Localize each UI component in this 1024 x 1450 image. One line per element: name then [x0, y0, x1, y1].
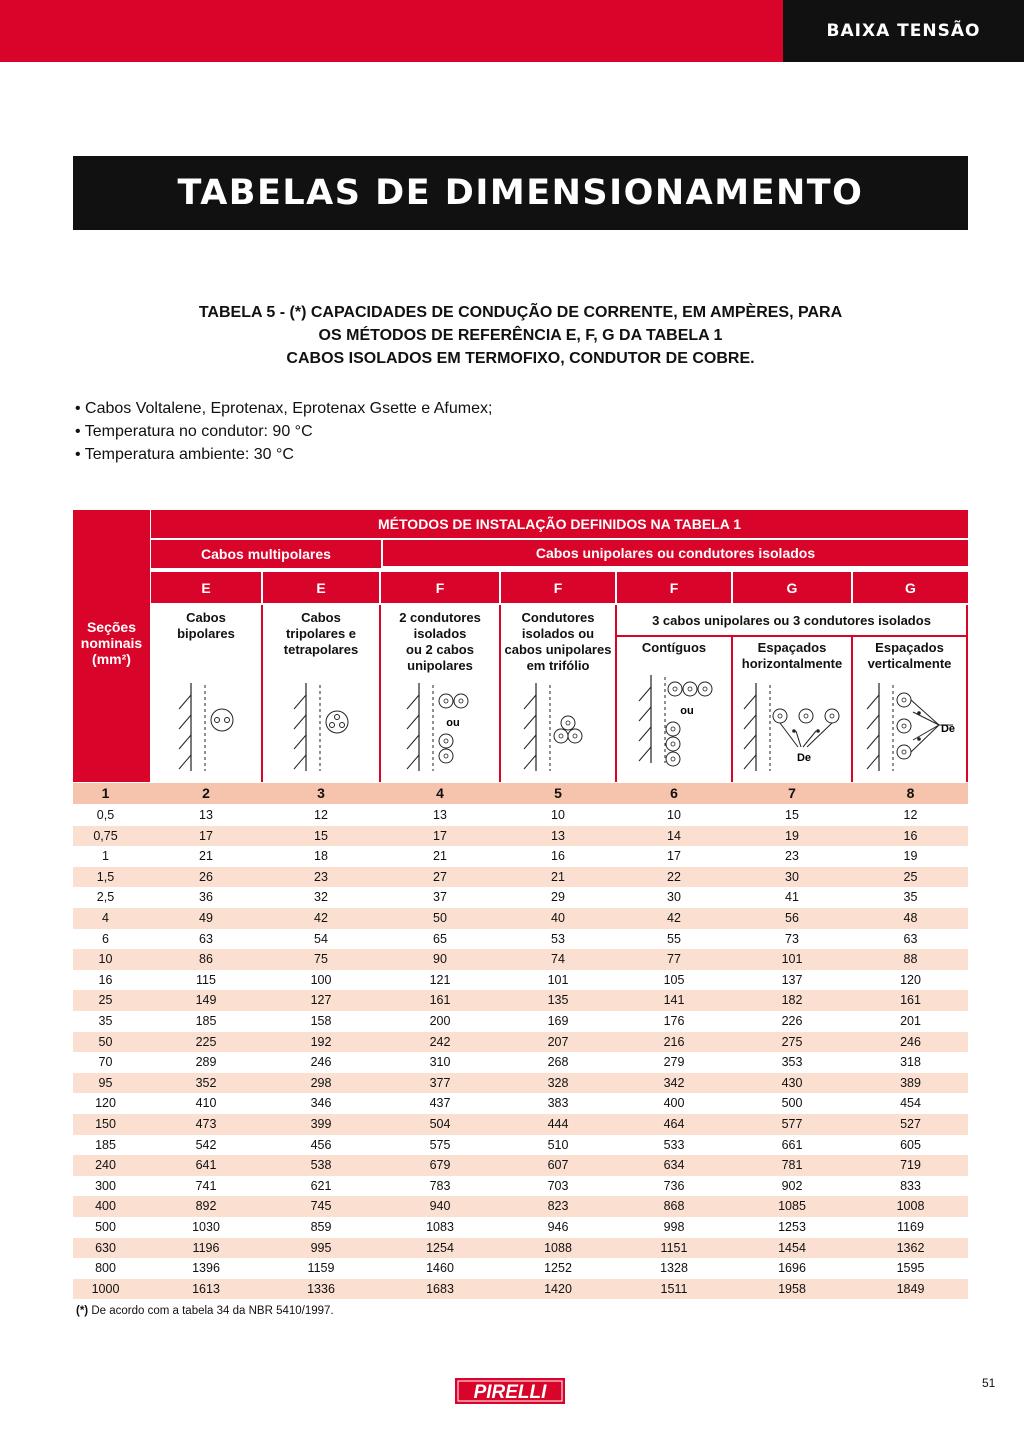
current-cell: 21 — [551, 869, 565, 884]
desc-line: bipolares — [177, 626, 235, 641]
current-cell: 661 — [781, 1137, 803, 1152]
table-row — [73, 1032, 968, 1053]
current-cell: 50 — [433, 911, 447, 925]
current-cell: 216 — [663, 1034, 685, 1049]
current-cell: 13 — [551, 828, 565, 843]
diagram-trefoil — [524, 683, 582, 771]
bullet-item: • Temperatura no condutor: 90 °C — [75, 423, 313, 440]
current-cell: 1252 — [544, 1261, 572, 1276]
section-label: (mm²) — [92, 651, 131, 667]
caption-line: OS MÉTODOS DE REFERÊNCIA E, F, G DA TABELA 1 — [318, 327, 723, 344]
current-cell: 149 — [195, 993, 217, 1008]
col-desc-5 — [501, 610, 615, 674]
desc-line: Cabos — [301, 610, 341, 625]
current-cell: 161 — [900, 993, 921, 1008]
current-cell: 527 — [900, 1117, 921, 1131]
method-letter: F — [381, 572, 499, 603]
current-cell: 946 — [547, 1220, 569, 1234]
section-cell: 800 — [95, 1261, 116, 1276]
diameter-label: De — [940, 723, 956, 735]
section-cell: 300 — [95, 1178, 116, 1193]
desc-line: Cabos — [186, 610, 226, 625]
desc-line: ou 2 cabos — [406, 642, 474, 657]
current-cell: 48 — [903, 911, 918, 925]
current-cell: 410 — [195, 1096, 217, 1111]
table-row — [73, 1217, 968, 1238]
current-cell: 1030 — [192, 1220, 220, 1234]
current-cell: 1420 — [544, 1281, 572, 1296]
section-cell: 35 — [98, 1014, 113, 1028]
current-cell: 745 — [310, 1199, 332, 1214]
current-cell: 1454 — [778, 1240, 806, 1255]
current-cell: 101 — [781, 952, 803, 967]
desc-line: 2 condutores — [399, 610, 481, 625]
current-cell: 940 — [429, 1199, 451, 1214]
current-cell: 200 — [429, 1014, 451, 1028]
current-cell: 42 — [667, 911, 681, 925]
diagram-bipolar — [179, 683, 233, 771]
column-number: 3 — [317, 785, 325, 801]
current-cell: 246 — [310, 1055, 332, 1070]
method-letter: G — [733, 572, 851, 603]
table-row — [73, 970, 968, 991]
current-cell: 998 — [663, 1220, 685, 1234]
current-cell: 21 — [433, 849, 447, 864]
table-row — [73, 887, 968, 908]
section-label: nominais — [80, 635, 143, 651]
current-cell: 389 — [900, 1075, 921, 1090]
current-cell: 246 — [900, 1034, 921, 1049]
col-desc-4 — [381, 610, 499, 674]
method-letter: G — [853, 572, 968, 603]
current-cell: 1151 — [660, 1240, 688, 1255]
current-cell: 23 — [785, 849, 799, 864]
current-cell: 575 — [429, 1137, 451, 1152]
section-cell: 630 — [95, 1240, 116, 1255]
current-cell: 995 — [310, 1240, 332, 1255]
footnote-mark: (*) — [76, 1305, 89, 1317]
current-cell: 182 — [781, 993, 803, 1008]
current-cell: 18 — [314, 849, 328, 864]
current-cell: 1169 — [897, 1220, 924, 1234]
three-cables-desc: 3 cabos unipolares ou 3 condutores isolados — [652, 613, 931, 628]
column-number: 1 — [101, 785, 110, 801]
current-cell: 225 — [195, 1034, 217, 1049]
current-cell: 473 — [195, 1117, 217, 1131]
current-cell: 444 — [547, 1117, 569, 1131]
current-cell: 54 — [314, 931, 328, 946]
current-cell: 12 — [903, 808, 918, 822]
caption-line: TABELA 5 - (*) CAPACIDADES DE CONDUÇÃO DE CORRENTE, EM AMPÈRES, PARA — [198, 304, 843, 321]
desc-line: isolados — [413, 626, 467, 641]
current-cell: 90 — [433, 952, 447, 967]
page-number: 51 — [982, 1376, 996, 1390]
diagram-contiguous — [639, 675, 712, 766]
logo-text: PIRELLI — [473, 1382, 547, 1403]
current-cell: 17 — [199, 828, 213, 843]
table-row — [73, 1052, 968, 1073]
table-row — [73, 1155, 968, 1176]
current-cell: 1253 — [778, 1220, 806, 1234]
current-cell: 29 — [551, 890, 565, 905]
current-cell: 55 — [667, 931, 681, 946]
current-cell: 1958 — [778, 1281, 806, 1296]
current-cell: 16 — [551, 849, 565, 864]
section-cell: 240 — [95, 1158, 116, 1173]
current-cell: 10 — [667, 808, 681, 822]
current-cell: 1159 — [307, 1261, 335, 1276]
current-cell: 14 — [667, 828, 681, 843]
current-cell: 1196 — [192, 1240, 220, 1255]
desc-line: Contíguos — [641, 640, 707, 655]
methods-title: MÉTODOS DE INSTALAÇÃO DEFINIDOS NA TABELA 1 — [151, 510, 968, 538]
current-cell: 577 — [781, 1117, 803, 1131]
current-cell: 13 — [199, 808, 213, 822]
or-label: ou — [446, 717, 460, 729]
section-column-header-bg — [73, 510, 150, 605]
table-row — [73, 1011, 968, 1032]
current-cell: 192 — [310, 1034, 332, 1049]
desc-line: Espaçados — [757, 640, 827, 655]
section-cell: 150 — [95, 1117, 116, 1131]
group-unipolar: Cabos unipolares ou condutores isolados — [383, 540, 968, 566]
table-row — [73, 1135, 968, 1156]
current-cell: 176 — [663, 1014, 685, 1028]
current-cell: 26 — [199, 869, 213, 884]
current-cell: 12 — [314, 808, 328, 822]
section-cell: 400 — [95, 1199, 116, 1214]
current-cell: 40 — [551, 911, 565, 925]
table-row — [73, 1114, 968, 1135]
current-cell: 289 — [195, 1055, 217, 1070]
current-cell: 542 — [195, 1137, 217, 1152]
current-cell: 65 — [433, 931, 447, 946]
current-cell: 137 — [781, 972, 803, 987]
table-caption — [73, 301, 968, 370]
section-cell: 10 — [98, 952, 113, 967]
desc-line: em trifólio — [526, 658, 590, 673]
current-cell: 533 — [663, 1137, 685, 1152]
current-cell: 454 — [900, 1096, 921, 1111]
current-cell: 310 — [429, 1055, 451, 1070]
section-cell: 95 — [98, 1075, 113, 1090]
current-cell: 169 — [547, 1014, 569, 1028]
col-desc-6 — [617, 640, 731, 656]
table-row — [73, 929, 968, 950]
current-cell: 25 — [903, 869, 918, 884]
section-cell: 4 — [102, 911, 109, 925]
current-cell: 36 — [199, 890, 213, 905]
section-cell: 2,5 — [96, 890, 115, 905]
column-number: 7 — [788, 785, 796, 801]
current-cell: 86 — [199, 952, 213, 967]
current-cell: 504 — [429, 1117, 451, 1131]
column-number: 5 — [554, 785, 562, 801]
current-cell: 158 — [310, 1014, 332, 1028]
section-cell: 120 — [95, 1096, 116, 1111]
current-cell: 1849 — [896, 1281, 925, 1296]
table-row — [73, 1279, 968, 1300]
current-cell: 41 — [785, 890, 799, 905]
current-cell: 242 — [429, 1034, 451, 1049]
current-cell: 736 — [663, 1178, 685, 1193]
current-cell: 21 — [199, 849, 213, 864]
subheader-divider — [617, 635, 966, 637]
current-cell: 456 — [310, 1137, 332, 1152]
current-cell: 1328 — [660, 1261, 688, 1276]
diagram-horizontal-spaced — [744, 683, 839, 771]
current-cell: 37 — [433, 890, 447, 905]
current-cell: 510 — [547, 1137, 569, 1152]
desc-line: horizontalmente — [741, 656, 843, 671]
current-cell: 464 — [663, 1117, 685, 1131]
table-row — [73, 1176, 968, 1197]
top-banner — [0, 0, 1024, 62]
group-multipolar: Cabos multipolares — [151, 540, 381, 568]
current-cell: 185 — [195, 1014, 217, 1028]
current-cell: 641 — [195, 1158, 217, 1173]
current-cell: 13 — [433, 808, 447, 822]
table-row — [73, 1238, 968, 1259]
column-number: 4 — [436, 785, 444, 801]
current-cell: 621 — [310, 1178, 332, 1193]
current-cell: 823 — [547, 1199, 569, 1214]
diagram-two-conductors — [407, 683, 468, 771]
current-cell: 42 — [314, 911, 328, 925]
current-cell: 35 — [903, 890, 918, 905]
current-cell: 538 — [310, 1158, 332, 1173]
current-cell: 328 — [547, 1075, 569, 1090]
table-row — [73, 1196, 968, 1217]
current-cell: 859 — [310, 1220, 332, 1234]
desc-line: tetrapolares — [283, 642, 359, 657]
current-cell: 32 — [314, 890, 328, 905]
current-cell: 352 — [195, 1075, 217, 1090]
current-cell: 10 — [551, 808, 565, 822]
current-cell: 27 — [433, 869, 447, 884]
section-cell: 0,75 — [93, 828, 118, 843]
current-cell: 49 — [199, 911, 213, 925]
section-column-header — [73, 605, 150, 782]
column-number-row — [73, 783, 968, 804]
current-cell: 30 — [667, 890, 681, 905]
column-number: 6 — [670, 785, 678, 801]
current-cell: 1254 — [426, 1240, 454, 1255]
current-cell: 275 — [781, 1034, 803, 1049]
current-cell: 1595 — [896, 1261, 925, 1276]
table-row — [73, 846, 968, 867]
col-desc-7 — [733, 640, 851, 672]
current-cell: 1083 — [426, 1220, 454, 1234]
current-cell: 868 — [663, 1199, 685, 1214]
current-cell: 833 — [900, 1178, 921, 1193]
current-cell: 141 — [663, 993, 685, 1008]
col-desc-2 — [151, 610, 261, 642]
current-cell: 1088 — [544, 1240, 572, 1255]
current-cell: 77 — [667, 952, 681, 967]
section-cell: 50 — [98, 1034, 113, 1049]
current-cell: 902 — [781, 1178, 803, 1193]
current-cell: 607 — [547, 1158, 569, 1173]
current-cell: 23 — [314, 869, 328, 884]
bullet-list — [75, 397, 492, 466]
current-cell: 101 — [547, 972, 569, 987]
current-cell: 1362 — [896, 1240, 925, 1255]
current-cell: 105 — [663, 972, 685, 987]
section-cell: 25 — [98, 993, 113, 1008]
current-cell: 1085 — [778, 1199, 806, 1214]
table-row — [73, 805, 968, 826]
current-cell: 430 — [781, 1075, 803, 1090]
current-cell: 121 — [429, 972, 451, 987]
section-cell: 185 — [95, 1137, 116, 1152]
column-number: 2 — [202, 785, 210, 801]
current-cell: 17 — [433, 828, 447, 843]
section-cell: 1 — [102, 849, 109, 864]
method-letter: E — [151, 572, 261, 603]
section-cell: 0,5 — [96, 808, 115, 822]
column-number: 8 — [906, 785, 915, 801]
desc-line: Espaçados — [875, 640, 944, 655]
method-letter: F — [501, 572, 615, 603]
current-cell: 161 — [429, 993, 451, 1008]
current-cell: 74 — [551, 952, 565, 967]
current-cell: 437 — [429, 1096, 451, 1111]
col-desc-8 — [853, 640, 966, 672]
section-cell: 16 — [98, 972, 113, 987]
current-cell: 15 — [785, 808, 799, 822]
current-cell: 1511 — [660, 1281, 688, 1296]
current-cell: 22 — [667, 869, 681, 884]
current-cell: 1008 — [896, 1199, 925, 1214]
current-cell: 783 — [429, 1178, 451, 1193]
current-cell: 63 — [199, 931, 213, 946]
section-cell: 500 — [95, 1220, 116, 1234]
pirelli-logo — [455, 1378, 565, 1404]
table-row — [73, 908, 968, 929]
method-letter: F — [617, 572, 731, 603]
current-cell: 56 — [785, 911, 799, 925]
current-cell: 605 — [900, 1137, 921, 1152]
current-cell: 377 — [429, 1075, 451, 1090]
current-cell: 100 — [310, 972, 332, 987]
current-cell: 53 — [551, 931, 565, 946]
current-cell: 127 — [310, 993, 332, 1008]
current-cell: 115 — [196, 972, 216, 987]
current-cell: 30 — [785, 869, 799, 884]
current-cell: 63 — [903, 931, 918, 946]
current-cell: 1696 — [778, 1261, 806, 1276]
current-cell: 353 — [781, 1055, 803, 1070]
table-row — [73, 1073, 968, 1094]
bullet-item: • Temperatura ambiente: 30 °C — [75, 446, 294, 463]
current-cell: 346 — [310, 1096, 332, 1111]
col-desc-3 — [263, 610, 379, 658]
desc-line: isolados ou — [521, 626, 595, 641]
table-row — [73, 867, 968, 888]
table-row — [73, 826, 968, 847]
table-row — [73, 949, 968, 970]
bullet-item: • Cabos Voltalene, Eprotenax, Eprotenax Gsette e Afumex; — [75, 400, 493, 417]
current-cell: 226 — [781, 1014, 803, 1028]
current-cell: 17 — [667, 849, 681, 864]
current-cell: 75 — [314, 952, 328, 967]
section-cell: 70 — [98, 1055, 113, 1070]
footnote-text: De acordo com a tabela 34 da NBR 5410/1997. — [88, 1305, 334, 1317]
current-cell: 634 — [663, 1158, 685, 1173]
section-label: Seções — [86, 619, 137, 635]
current-cell: 298 — [310, 1075, 332, 1090]
caption-line: CABOS ISOLADOS EM TERMOFIXO, CONDUTOR DE COBRE. — [286, 350, 755, 367]
current-cell: 207 — [547, 1034, 569, 1049]
table-row — [73, 990, 968, 1011]
or-label: ou — [680, 705, 694, 717]
diagram-vertical-spaced — [867, 683, 955, 771]
section-cell: 1000 — [91, 1281, 120, 1296]
current-cell: 679 — [429, 1158, 451, 1173]
current-cell: 1396 — [192, 1261, 220, 1276]
current-cell: 892 — [195, 1199, 217, 1214]
current-cell: 400 — [663, 1096, 685, 1111]
current-cell: 15 — [314, 828, 328, 843]
section-tag: BAIXA TENSÃO — [783, 0, 1024, 62]
current-cell: 318 — [900, 1055, 921, 1070]
current-cell: 1460 — [426, 1261, 454, 1276]
desc-line: cabos unipolares — [504, 642, 612, 657]
diameter-label: De — [796, 752, 812, 764]
current-cell: 719 — [900, 1158, 921, 1173]
current-cell: 268 — [547, 1055, 569, 1070]
current-cell: 201 — [900, 1014, 921, 1028]
current-cell: 88 — [903, 952, 918, 967]
current-cell: 500 — [781, 1096, 803, 1111]
table-row — [73, 1093, 968, 1114]
diagram-tripolar — [294, 683, 348, 771]
current-cell: 1683 — [426, 1281, 454, 1296]
current-cell: 383 — [547, 1096, 569, 1111]
footnote — [76, 1305, 334, 1317]
table-row — [73, 1258, 968, 1279]
current-cell: 135 — [547, 993, 569, 1008]
section-cell: 6 — [102, 931, 109, 946]
current-cell: 1336 — [307, 1281, 335, 1296]
section-cell: 1,5 — [96, 869, 115, 884]
current-cell: 703 — [547, 1178, 569, 1193]
current-cell: 279 — [663, 1055, 685, 1070]
current-cell: 781 — [781, 1158, 803, 1173]
current-cell: 741 — [195, 1178, 217, 1193]
current-cell: 19 — [785, 828, 799, 843]
desc-line: verticalmente — [867, 656, 952, 671]
current-cell: 16 — [903, 828, 918, 843]
page-title: TABELAS DE DIMENSIONAMENTO — [73, 156, 968, 230]
method-letter: E — [263, 572, 379, 603]
desc-line: unipolares — [407, 658, 473, 673]
current-cell: 19 — [903, 849, 918, 864]
installation-diagrams — [151, 675, 967, 783]
current-cell: 1613 — [192, 1281, 220, 1296]
desc-line: tripolares e — [285, 626, 357, 641]
desc-line: Condutores — [521, 610, 595, 625]
current-cell: 120 — [900, 972, 921, 987]
current-cell: 73 — [785, 931, 799, 946]
current-cell: 399 — [310, 1117, 332, 1131]
current-cell: 342 — [663, 1075, 685, 1090]
